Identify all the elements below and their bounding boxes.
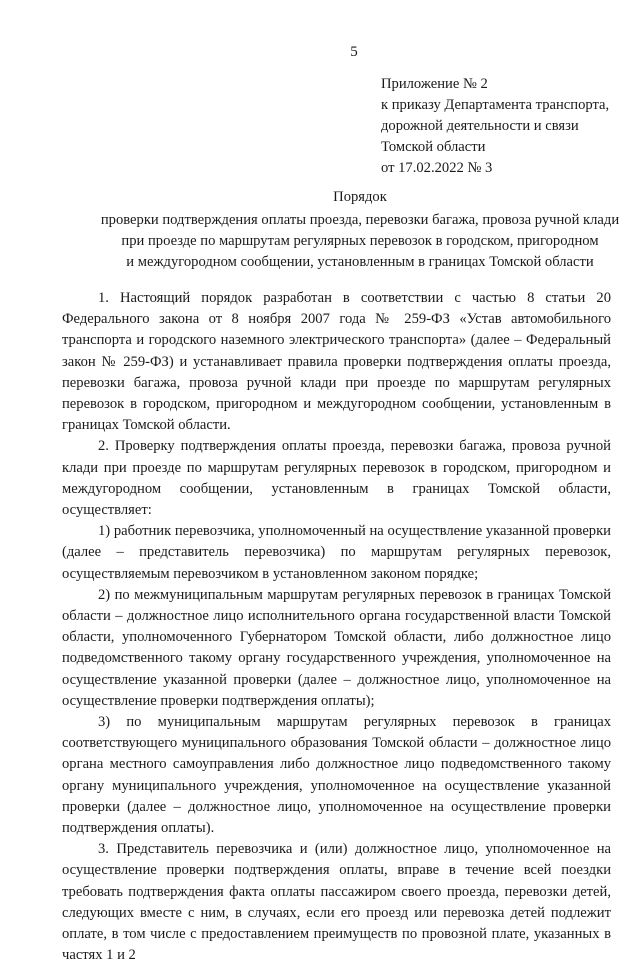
page-number: 5 [350, 44, 358, 60]
paragraph: 1. Настоящий порядок разработан в соответствии с частью 8 статьи 20 Федерального закона от 8 ноября 2007 года № 259-ФЗ «Устав автомобильного транспорта и городского наземного электрического транспорта» (далее – Федеральный закон № 259-ФЗ) и устанавливает правила проверки подтверждения оплаты проезда, перевозки багажа, провоза ручной клади при проезде по маршрутам регулярных перевозок в городском, пригородном и междугородном сообщении, установленным в границах Томской области. [62, 290, 611, 434]
document-body [62, 288, 611, 967]
approval-line: к приказу Департамента транспорта, [381, 97, 610, 113]
paragraph: 2. Проверку подтверждения оплаты проезда, перевозки багажа, провоза ручной клади при проезде по маршрутам регулярных перевозок в городском, пригородном и междугородном сообщении, установленным в границах Томской области, осуществляет: [62, 438, 611, 519]
title-line: при проезде по маршрутам регулярных перевозок в городском, пригородном [121, 233, 599, 249]
title-line: и междугородном сообщении, установленным в границах Томской области [126, 254, 594, 270]
paragraph: 1) работник перевозчика, уполномоченный на осуществление указанной проверки (далее – представитель перевозчика) по маршрутам регулярных перевозок, осуществляемым перевозчиком в установленном законом порядке; [62, 523, 611, 582]
paragraph: 3) по муниципальным маршрутам регулярных перевозок в границах соответствующего муниципального образования Томской области – должностное лицо органа местного самоуправления либо должностное лицо подведомственного такому органу муниципального учреждения, уполномоченное на осуществление указанной проверки (далее – должностное лицо, уполномоченное на осуществление проверки подтверждения оплаты). [62, 714, 611, 837]
paragraph: 3. Представитель перевозчика и (или) должностное лицо, уполномоченное на осуществление проверки подтверждения оплаты, вправе в течение всей поездки требовать подтверждения факта оплаты пассажиром своего проезда, перевозки детей, следующих вместе с ним, в случаях, если его проезд или перевозка детей подлежит оплате, в том числе с предоставлением преимуществ по провозной плате, указанных в частях 1 и 2 [62, 841, 611, 964]
approval-block [381, 74, 609, 179]
approval-line: от 17.02.2022 № 3 [381, 160, 493, 176]
document-title [60, 187, 640, 273]
paragraph: 2) по межмуниципальным маршрутам регулярных перевозок в границах Томской области – должностное лицо исполнительного органа государственной власти Томской области, уполномоченного Губернатором Томской области, либо должностное лицо подведомственного такому органу государственного учреждения, уполномоченное на осуществление указанной проверки (далее – должностное лицо, уполномоченное на осуществление проверки подтверждения оплаты); [62, 586, 611, 709]
approval-line: Приложение № 2 [381, 76, 488, 92]
title-heading: Порядок [333, 189, 387, 205]
title-line: проверки подтверждения оплаты проезда, перевозки багажа, провоза ручной клади [100, 212, 620, 228]
approval-line: дорожной деятельности и связи [381, 118, 579, 134]
approval-line: Томской области [381, 139, 486, 155]
